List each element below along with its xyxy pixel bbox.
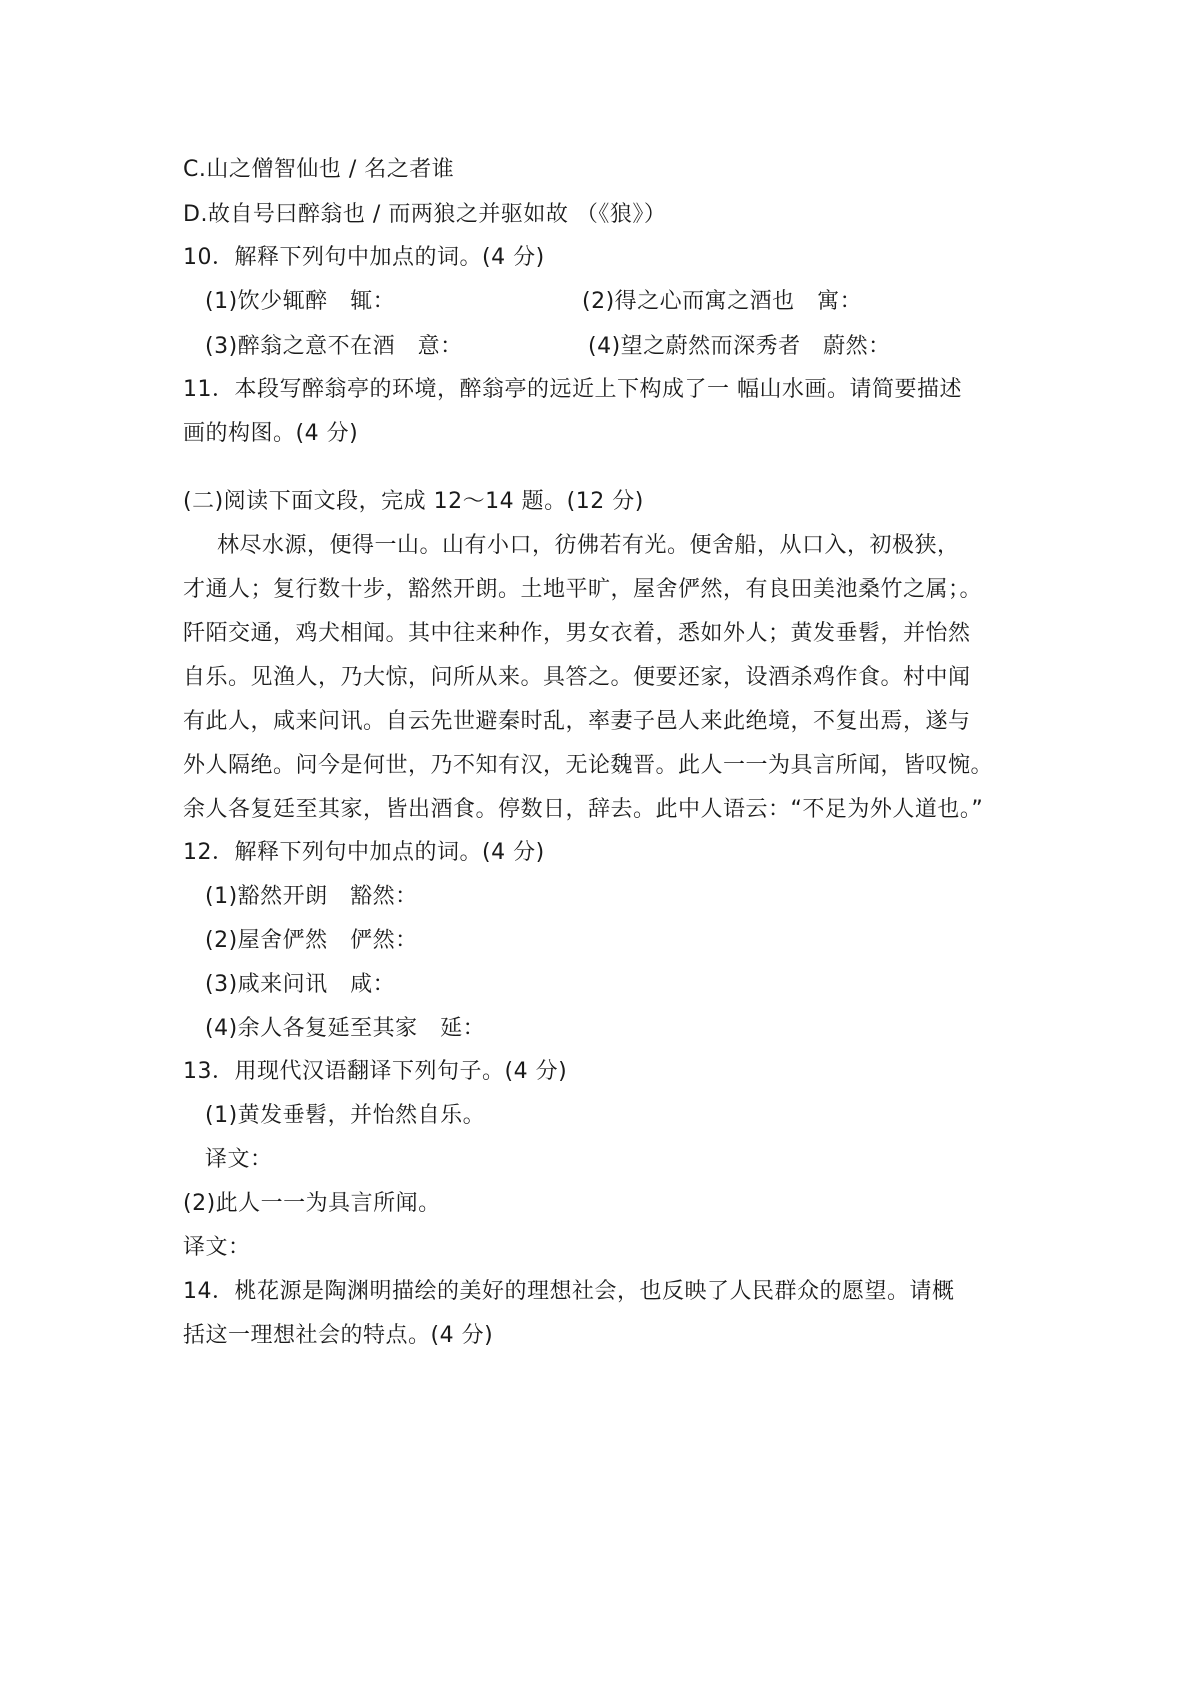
passage-line: 自乐。见渔人，乃大惊，问所从来。具答之。便要还家，设酒杀鸡作食。村中闻 [183, 665, 971, 690]
q10-item-2: (2)得之心而寓之酒也 寓： [582, 289, 863, 314]
q13-item-1: (1)黄发垂髫，并怡然自乐。 [205, 1103, 486, 1128]
q12-item: (1)豁然开朗 豁然： [205, 884, 418, 909]
q9-option-c: C.山之僧智仙也 / 名之者谁 [183, 157, 455, 182]
passage-line: 才通人；复行数十步，豁然开朗。土地平旷，屋舍俨然，有良田美池桑竹之属；。 [183, 577, 983, 602]
section2-heading: (二)阅读下面文段，完成 12～14 题。(12 分) [183, 489, 644, 514]
q13-answer-2: 译文： [183, 1235, 251, 1260]
q12-item: (4)余人各复延至其家 延： [205, 1016, 486, 1041]
q13-item-2: (2)此人一一为具言所闻。 [183, 1191, 441, 1216]
passage-line: 余人各复廷至其家，皆出酒食。停数日，辞去。此中人语云：“不足为外人道也。” [183, 797, 984, 822]
q11-line-1: 11．本段写醉翁亭的环境，醉翁亭的远近上下构成了一 幅山水画。请简要描述 [183, 377, 962, 402]
q13-stem: 13．用现代汉语翻译下列句子。(4 分) [183, 1059, 568, 1084]
passage-line: 外人隔绝。问今是何世，乃不知有汉，无论魏晋。此人一一为具言所闻，皆叹惋。 [183, 753, 994, 778]
passage-line: 有此人，咸来问讯。自云先世避秦时乱，率妻子邑人来此绝境，不复出焉，遂与 [183, 709, 971, 734]
q13-answer-1: 译文： [205, 1147, 273, 1172]
q12-item: (3)咸来问讯 咸： [205, 972, 396, 997]
q10-stem: 10．解释下列句中加点的词。(4 分) [183, 245, 545, 270]
q14-line-2: 括这一理想社会的特点。(4 分) [183, 1323, 494, 1348]
q12-item: (2)屋舍俨然 俨然： [205, 928, 418, 953]
q14-line-1: 14．桃花源是陶渊明描绘的美好的理想社会，也反映了人民群众的愿望。请概 [183, 1279, 955, 1304]
q11-line-2: 画的构图。(4 分) [183, 421, 359, 446]
passage-line: 林尽水源，便得一山。山有小口，彷佛若有光。便舍船，从口入，初极狭， [217, 533, 960, 558]
q9-option-d: D.故自号曰醉翁也 / 而两狼之并驱如故 （《狼》） [183, 202, 667, 227]
q12-stem: 12．解释下列句中加点的词。(4 分) [183, 840, 545, 865]
q10-item-1: (1)饮少辄醉 辄： [205, 289, 396, 314]
q10-item-3: (3)醉翁之意不在酒 意： [205, 334, 463, 359]
passage-line: 阡陌交通，鸡犬相闻。其中往来种作，男女衣着，悉如外人；黄发垂髫，并怡然 [183, 621, 971, 646]
q10-item-4: (4)望之蔚然而深秀者 蔚然： [588, 334, 891, 359]
